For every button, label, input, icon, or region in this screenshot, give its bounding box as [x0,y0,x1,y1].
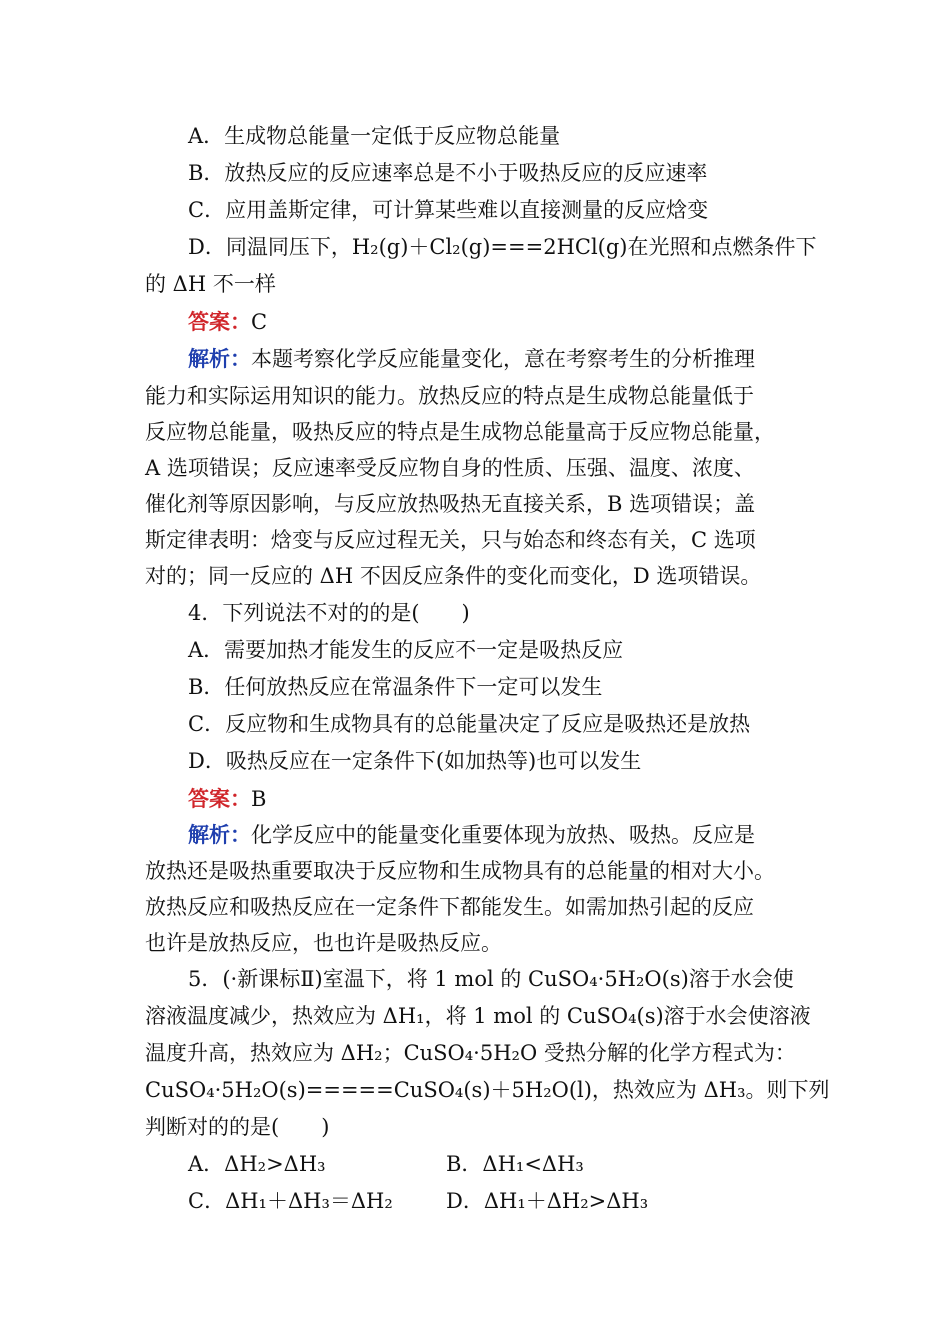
q3-analysis-line2: 能力和实际运用知识的能力。放热反应的特点是生成物总能量低于 [145,384,754,408]
q3-option-d-line1: D．同温同压下，H₂(g)＋Cl₂(g)===2HCl(g)在光照和点燃条件下 [188,235,817,259]
q3-answer [188,305,868,339]
q3-option-b: B．放热反应的反应速率总是不小于吸热反应的反应速率 [188,161,708,185]
q5-stem-line4: CuSO₄·5H₂O(s)=====CuSO₄(s)＋5H₂O(l)，热效应为 ΔH₃。则下列 [145,1078,830,1102]
q4-option-d: D．吸热反应在一定条件下(如加热等)也可以发生 [188,749,642,773]
q5-stem-line3: 温度升高，热效应为 ΔH₂；CuSO₄·5H₂O 受热分解的化学方程式为： [145,1041,796,1065]
q4-option-c: C．反应物和生成物具有的总能量决定了反应是吸热还是放热 [188,712,751,736]
analysis-text: 本题考察化学反应能量变化，意在考察考生的分析推理 [251,347,755,371]
q5-stem-line2: 溶液温度减少，热效应为 ΔH₁，将 1 mol 的 CuSO₄(s)溶于水会使溶液 [145,1004,811,1028]
q5-option-b: B．ΔH₁<ΔH₃ [446,1152,584,1176]
answer-label: 答案： [188,786,251,811]
q3-analysis-line1 [188,342,868,376]
answer-label: 答案： [188,309,251,334]
analysis-label: 解析： [188,822,251,847]
q4-answer [188,782,868,816]
analysis-label: 解析： [188,346,251,371]
q3-analysis-line5: 催化剂等原因影响，与反应放热吸热无直接关系，B 选项错误；盖 [145,492,756,516]
q4-stem: 4．下列说法不对的的是( ) [188,601,470,625]
q4-analysis-line4: 也许是放热反应，也也许是吸热反应。 [145,931,502,955]
q3-option-d-line2: 的 ΔH 不一样 [145,272,276,296]
analysis-text: 化学反应中的能量变化重要体现为放热、吸热。反应是 [251,823,755,847]
answer-value: C [251,310,268,334]
q5-option-d: D．ΔH₁＋ΔH₂>ΔH₃ [446,1189,649,1213]
answer-value: B [251,787,267,811]
q3-analysis-line7: 对的；同一反应的 ΔH 不因反应条件的变化而变化，D 选项错误。 [145,564,762,588]
q4-option-a: A．需要加热才能发生的反应不一定是吸热反应 [188,638,624,662]
q5-option-c: C．ΔH₁＋ΔH₃＝ΔH₂ [188,1189,393,1213]
q3-analysis-line4: A 选项错误；反应速率受反应物自身的性质、压强、温度、浓度、 [145,456,755,480]
q4-analysis-line3: 放热反应和吸热反应在一定条件下都能发生。如需加热引起的反应 [145,895,754,919]
q5-stem-line5: 判断对的的是( ) [145,1115,330,1139]
q4-option-b: B．任何放热反应在常温条件下一定可以发生 [188,675,603,699]
q5-stem-line1: 5．(·新课标Ⅱ)室温下，将 1 mol 的 CuSO₄·5H₂O(s)溶于水会使 [188,967,794,991]
q4-analysis-line1 [188,818,868,852]
q3-option-c: C．应用盖斯定律，可计算某些难以直接测量的反应焓变 [188,198,709,222]
q3-analysis-line3: 反应物总能量，吸热反应的特点是生成物总能量高于反应物总能量， [145,420,775,444]
q3-option-a: A．生成物总能量一定低于反应物总能量 [188,124,561,148]
q5-option-a: A．ΔH₂>ΔH₃ [188,1152,326,1176]
q3-analysis-line6: 斯定律表明：焓变与反应过程无关，只与始态和终态有关，C 选项 [145,528,756,552]
q4-analysis-line2: 放热还是吸热重要取决于反应物和生成物具有的总能量的相对大小。 [145,859,775,883]
